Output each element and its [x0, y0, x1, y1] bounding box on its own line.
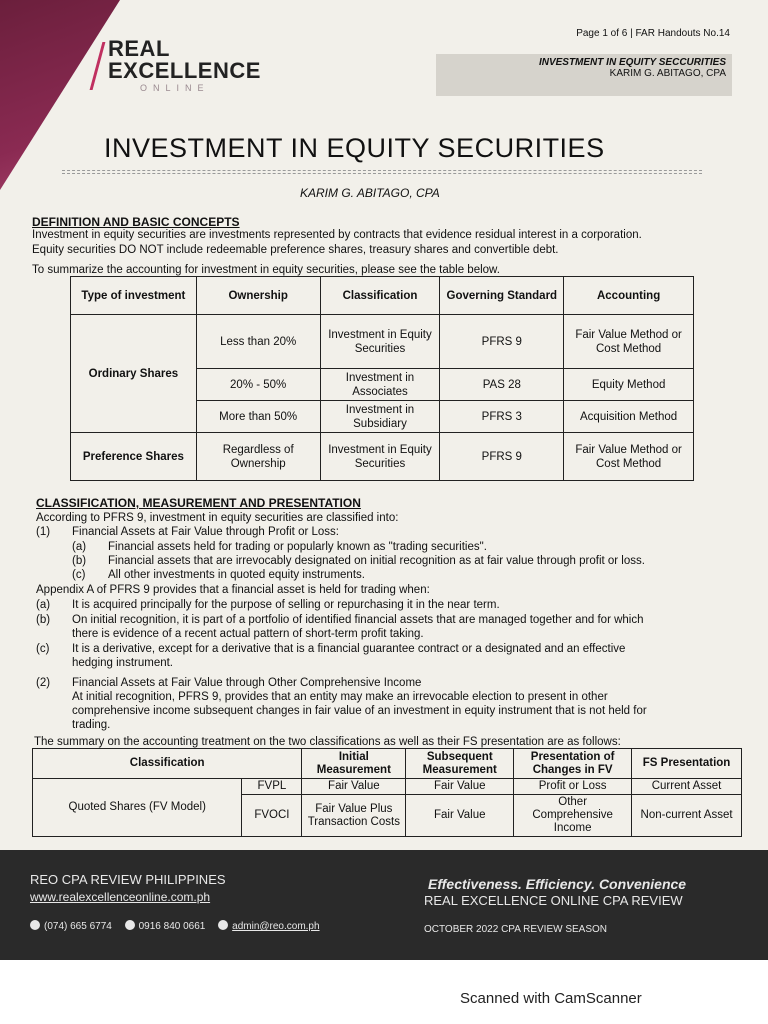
list-text: Financial assets held for trading or popularly known as "trading securities".: [108, 541, 487, 553]
header-box: [436, 54, 732, 96]
list-item: [72, 540, 742, 554]
table-cell: PFRS 9: [440, 315, 564, 369]
table-header: Presentation of Changes in FV: [514, 749, 632, 779]
table-cell: Investment in Equity Securities: [320, 315, 440, 369]
table-header: Classification: [33, 749, 302, 779]
logo-line-2: EXCELLENCE: [108, 58, 261, 83]
footer-contacts: [30, 920, 330, 932]
table-cell: Equity Method: [564, 369, 694, 401]
table-cell-type: Ordinary Shares: [71, 315, 197, 433]
list-text: It is acquired principally for the purpose of selling or repurchasing it in the near term.: [72, 599, 500, 611]
list-item: [72, 568, 742, 582]
list-item: [36, 525, 736, 539]
table-cell: Acquisition Method: [564, 401, 694, 433]
table-row: [71, 315, 694, 369]
table-cell: Other Comprehensive Income: [514, 795, 632, 837]
table-cell: Less than 20%: [196, 315, 320, 369]
table-cell: More than 50%: [196, 401, 320, 433]
table-cell: Fair Value Method or Cost Method: [564, 433, 694, 481]
footer-tagline: Effectiveness. Efficiency. Convenience: [428, 876, 687, 892]
list-item: [72, 554, 742, 568]
list-number: (c): [36, 643, 50, 655]
table-cell: PAS 28: [440, 369, 564, 401]
table-header-row: [33, 749, 742, 779]
section-heading-definition: DEFINITION AND BASIC CONCEPTS: [32, 215, 240, 229]
table-header: Governing Standard: [440, 277, 564, 315]
table-header: Classification: [320, 277, 440, 315]
table-cell: 20% - 50%: [196, 369, 320, 401]
page-info: Page 1 of 6 | FAR Handouts No.14: [576, 28, 730, 39]
list-item: [36, 676, 736, 734]
table-cell-type: Preference Shares: [71, 433, 197, 481]
table-header: Subsequent Measurement: [406, 749, 514, 779]
appendix-intro: Appendix A of PFRS 9 provides that a financial asset is held for trading when:: [36, 584, 430, 596]
table-cell: Current Asset: [632, 779, 742, 795]
list-text: there is evidence of a recent actual pattern of short-term profit taking.: [72, 628, 424, 640]
table-cell: FVOCI: [242, 795, 302, 837]
author: KARIM G. ABITAGO, CPA: [300, 186, 440, 200]
table-cell: FVPL: [242, 779, 302, 795]
list-number: (b): [72, 555, 87, 567]
table-cell: Investment in Equity Securities: [320, 433, 440, 481]
footer-mobile: 0916 840 0661: [138, 921, 206, 932]
header-box-author: KARIM G. ABITAGO, CPA: [609, 68, 726, 79]
title-divider: [62, 170, 702, 174]
table-cell-classification: Quoted Shares (FV Model): [33, 779, 242, 837]
list-item: [36, 613, 736, 641]
section-heading-classification: CLASSIFICATION, MEASUREMENT AND PRESENTATION: [36, 496, 361, 510]
table-cell: Fair Value: [406, 795, 514, 837]
list-text: comprehensive income subsequent changes in fair value of an investment in equity instrument that is not held for: [72, 705, 647, 717]
footer-email-link[interactable]: admin@reo.com.ph: [232, 921, 320, 932]
list-number: (c): [72, 569, 86, 581]
header-box-title: INVESTMENT IN EQUITY SECCURITIES: [538, 57, 726, 68]
list-number: (1): [36, 526, 51, 538]
table-header: Ownership: [196, 277, 320, 315]
table-cell: Investment in Subsidiary: [320, 401, 440, 433]
table-cell: Regardless of Ownership: [196, 433, 320, 481]
definition-paragraph-1: Investment in equity securities are investments represented by contracts that evidence residual interest in a corporation.: [32, 229, 642, 241]
list-number: (a): [72, 541, 87, 553]
investment-summary-table: [70, 276, 694, 481]
list-text: It is a derivative, except for a derivative that is a financial guarantee contract or a designated and an effective: [72, 643, 626, 655]
list-text: At initial recognition, PFRS 9, provides that an entity may make an irrevocable election to present in other: [72, 691, 608, 703]
table-header-row: [71, 277, 694, 315]
list-text: Financial Assets at Fair Value through Profit or Loss:: [72, 526, 339, 538]
camscanner-watermark: Scanned with CamScanner: [460, 990, 642, 1007]
list-number: (a): [36, 599, 51, 611]
summary-intro: The summary on the accounting treatment on the two classifications as well as their FS presentation are as follows:: [34, 736, 621, 748]
fv-classification-table: [32, 748, 742, 837]
list-text: Financial Assets at Fair Value through Other Comprehensive Income: [72, 677, 422, 689]
list-text: All other investments in quoted equity instruments.: [108, 569, 365, 581]
footer-website-link[interactable]: www.realexcellenceonline.com.ph: [30, 890, 211, 904]
list-text: trading.: [72, 719, 111, 731]
table-row: [71, 433, 694, 481]
footer-org: REO CPA REVIEW PHILIPPINES: [30, 872, 226, 887]
list-item: [36, 598, 736, 612]
table-cell: Fair Value Plus Transaction Costs: [302, 795, 406, 837]
list-text: On initial recognition, it is part of a portfolio of identified financial assets that are managed together and for which: [72, 614, 644, 626]
table-cell: Fair Value Method or Cost Method: [564, 315, 694, 369]
table-header: Type of investment: [71, 277, 197, 315]
logo: [108, 38, 261, 93]
table-header: FS Presentation: [632, 749, 742, 779]
table-cell: PFRS 9: [440, 433, 564, 481]
definition-paragraph-2: Equity securities DO NOT include redeemable preference shares, treasury shares and convertible debt.: [32, 244, 559, 256]
table-cell: Non-current Asset: [632, 795, 742, 837]
table-row: [33, 779, 742, 795]
list-text: hedging instrument.: [72, 657, 174, 669]
phone-icon: [30, 920, 40, 930]
mobile-icon: [125, 920, 135, 930]
table-cell: Investment in Associates: [320, 369, 440, 401]
table-cell: PFRS 3: [440, 401, 564, 433]
footer-subtag: REAL EXCELLENCE ONLINE CPA REVIEW: [424, 893, 683, 908]
table-cell: Profit or Loss: [514, 779, 632, 795]
page-title: INVESTMENT IN EQUITY SECURITIES: [104, 133, 605, 163]
logo-line-3: ONLINE: [140, 83, 210, 93]
footer-season: OCTOBER 2022 CPA REVIEW SEASON: [424, 924, 608, 935]
list-text: Financial assets that are irrevocably designated on initial recognition as at fair value through profit or loss.: [108, 555, 645, 567]
page-footer: [0, 850, 768, 960]
table-cell: Fair Value: [406, 779, 514, 795]
list-item: [36, 642, 736, 670]
email-icon: [218, 920, 228, 930]
table-header: Initial Measurement: [302, 749, 406, 779]
classification-intro: According to PFRS 9, investment in equity securities are classified into:: [36, 512, 399, 524]
logo-line-1: REAL: [108, 36, 170, 61]
footer-phone: (074) 665 6774: [44, 921, 112, 932]
table-header: Accounting: [564, 277, 694, 315]
definition-paragraph-3: To summarize the accounting for investment in equity securities, please see the table below.: [32, 264, 500, 276]
table-cell: Fair Value: [302, 779, 406, 795]
list-number: (2): [36, 677, 51, 689]
list-number: (b): [36, 614, 51, 626]
